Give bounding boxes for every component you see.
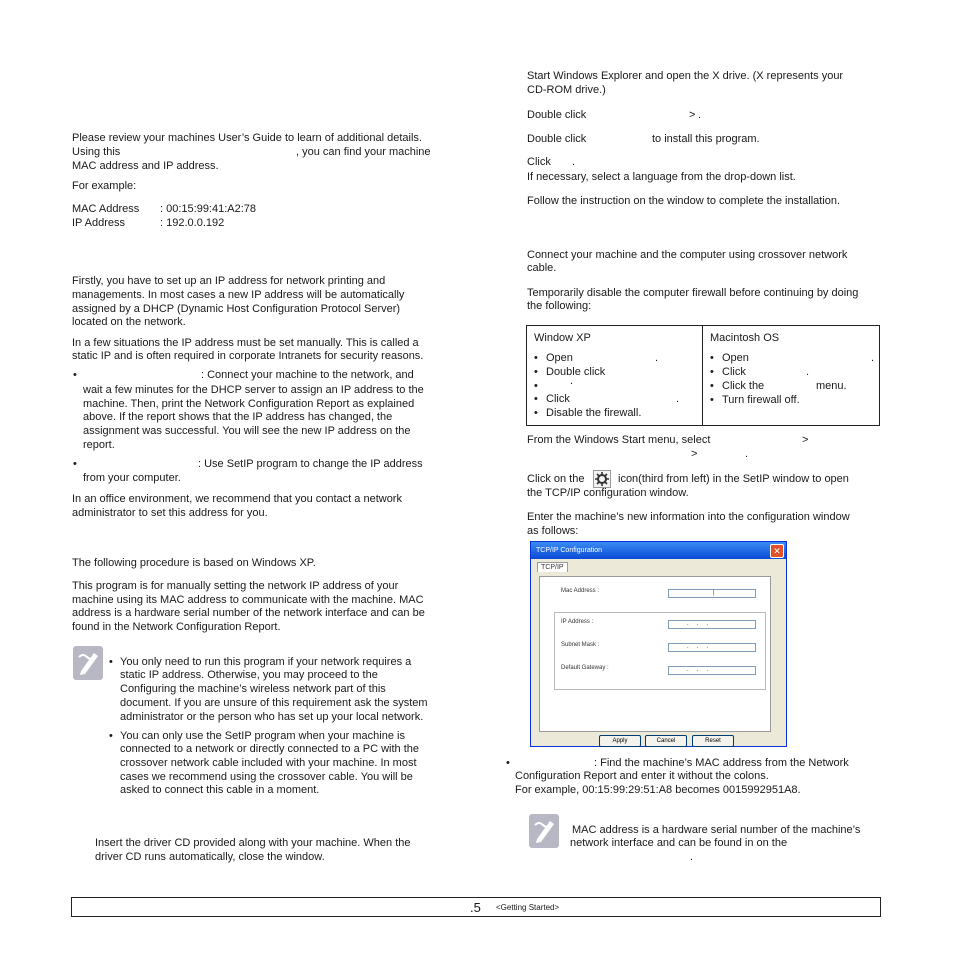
para5-line-3: address is a hardware serial number of the network interface and can be [72, 607, 425, 619]
step3-arrow: > [689, 109, 696, 121]
step10-text-a: Click on the [527, 473, 585, 485]
subnet-mask-field[interactable]: ... [668, 643, 756, 652]
example-ip-label: IP Address [72, 217, 125, 229]
note2-line-2: connected to a network or directly connected to a PC with the [120, 743, 419, 755]
step10-text-b: icon(third from left) in the SetIP window to open [618, 473, 849, 485]
para5-line-1: This program is for manually setting the network IP address of your [72, 580, 399, 592]
note2-line-4: cases we recommend using the crossover cable. You will be [120, 771, 413, 783]
list-item: • Open . [546, 351, 702, 365]
dialog-titlebar [531, 542, 786, 559]
step10-line-2: the TCP/IP configuration window. [527, 487, 689, 499]
list-item: • Turn firewall off. [722, 393, 879, 407]
bullet1-line-1: : Connect your machine to the network, and [201, 369, 414, 381]
list-item: • Click . [546, 392, 702, 406]
ip-address-label: IP Address : [561, 619, 594, 625]
mac-cell [703, 326, 880, 426]
note1-line-3: Configuring the machine’s wireless network part of this [120, 683, 386, 695]
intro-line-1: Please review your machines User’s Guide to learn of additional details. [72, 132, 422, 144]
step9-arrow-2: > [691, 448, 698, 460]
example-ip-value: : 192.0.0.192 [160, 217, 225, 229]
step1-line-1: Insert the driver CD provided along with your machine. When the [95, 837, 411, 849]
bullet-dot: • [109, 656, 113, 668]
bullet-dot: • [73, 458, 77, 470]
reset-button[interactable]: Reset [692, 735, 734, 747]
step8-line-2: the following: [527, 300, 592, 312]
step5-period: . [572, 156, 576, 168]
bullet1-line-4: above. If the report shows that the IP address has changed, the [83, 411, 393, 423]
close-icon[interactable]: ✕ [770, 544, 784, 558]
para5-line-2: machine using its MAC address to communicate with the machine. MAC [72, 594, 424, 606]
note3-line-1: MAC address is a hardware serial number of the machine’s [572, 824, 861, 836]
list-item: • Click the menu. [722, 379, 879, 393]
ip-address-field[interactable]: ... [668, 620, 756, 629]
bullet1-line-5: assignment was successful. You will see the new IP address on the [83, 425, 411, 437]
tab-tcpip[interactable]: TCP/IP [537, 562, 568, 572]
step8-line-1: Temporarily disable the computer firewall before continuing by doing [527, 287, 859, 299]
winxp-list [534, 351, 702, 420]
bullet1-line-3: machine. Then, print the Network Configuration Report as explained [83, 398, 415, 410]
note1-line-4: document. If you are unsure of this requirement ask the system [120, 697, 428, 709]
mac-address-field[interactable]: | [668, 589, 756, 598]
para3-line-1: In an office environment, we recommend that you contact a network [72, 493, 402, 505]
note3-period: . [690, 851, 694, 863]
mac-bullet-line-2: Configuration Report and enter it without the colons. [515, 770, 769, 782]
apply-button[interactable]: Apply [599, 735, 641, 747]
example-mac-label: MAC Address [72, 203, 140, 215]
page-footer [71, 897, 881, 917]
step7-line-1: Connect your machine and the computer using crossover network [527, 249, 848, 261]
step3-text: Double click [527, 109, 587, 121]
note1-line-5: administrator or the person who has set up your local network. [120, 711, 424, 723]
step4-text-a: Double click [527, 133, 587, 145]
step4-text-b: to install this program. [652, 133, 760, 145]
default-gateway-field[interactable]: ... [668, 666, 756, 675]
page-number: .5 [470, 900, 481, 915]
step2-line-1: Start Windows Explorer and open the X drive. (X represents your [527, 70, 844, 82]
note2-line-3: crossover network cable included with your machine. In most [120, 757, 417, 769]
note3-line-2: network interface and can be found in on the [570, 837, 788, 849]
para4: The following procedure is based on Windows XP. [72, 557, 316, 569]
list-item: • Double click [546, 365, 702, 379]
bullet1-line-6: report. [83, 439, 115, 451]
winxp-title: Window XP [534, 332, 591, 344]
intro-line-3: MAC address and IP address. [72, 160, 219, 172]
dialog-panel [539, 576, 771, 732]
tcpip-config-dialog [530, 541, 787, 747]
mac-list [710, 351, 879, 407]
para5-line-4: found in the Network Configuration Report. [72, 621, 281, 633]
step9-period: . [745, 448, 749, 460]
para1-line-4: located on the network. [72, 316, 186, 328]
list-item: • . [546, 379, 702, 393]
tcpip-config-icon [593, 470, 611, 488]
para1-line-3: assigned by a DHCP (Dynamic Host Configuration Protocol Server) [72, 303, 401, 315]
mac-bullet-line-1: : Find the machine’s MAC address from the Network [594, 757, 849, 769]
bullet-dot: • [109, 730, 113, 742]
step2-line-2: CD-ROM drive.) [527, 84, 606, 96]
note-icon [528, 813, 560, 849]
note1-line-2: static IP address. Otherwise, you may proceed to the [120, 669, 378, 681]
intro-line-2b: , you can find your machine [296, 146, 431, 158]
bullet2-line-1: : Use SetIP program to change the IP address [198, 458, 423, 470]
bullet-dot: • [73, 369, 77, 381]
bullet2-line-2: from your computer. [83, 472, 181, 484]
example-mac-value: : 00:15:99:41:A2:78 [160, 203, 257, 215]
footer-section: <Getting Started> [496, 903, 560, 912]
list-item: • Disable the firewall. [546, 406, 702, 420]
step9-text: From the Windows Start menu, select [527, 434, 711, 446]
note1-line-1: You only need to run this program if your network requires a [120, 656, 412, 668]
cancel-button[interactable]: Cancel [645, 735, 687, 747]
list-item: • Open . [722, 351, 879, 365]
para1-line-2: managements. In most cases a new IP address will be automatically [72, 289, 405, 301]
list-item: • Click . [722, 365, 879, 379]
note2-line-1: You can only use the SetIP program when your machine is [120, 730, 405, 742]
mac-address-label: Mac Address : [561, 588, 600, 594]
winxp-cell [527, 326, 703, 426]
para1-line-1: Firstly, you have to set up an IP address for network printing and [72, 275, 386, 287]
default-gateway-label: Default Gateway : [561, 665, 609, 671]
step7-line-2: cable. [527, 262, 557, 274]
dialog-title: TCP/IP Configuration [536, 547, 603, 554]
para2-line-1: In a few situations the IP address must be set manually. This is called a [72, 337, 419, 349]
step5-line-2: If necessary, select a language from the drop-down list. [527, 171, 796, 183]
step5-click: Click [527, 156, 551, 168]
note2-line-5: asked to connect this cable in a moment. [120, 784, 320, 796]
note-icon [72, 645, 104, 681]
subnet-mask-label: Subnet Mask : [561, 642, 600, 648]
bullet-dot: • [506, 757, 510, 769]
para3-line-2: administrator to set this address for you. [72, 507, 268, 519]
example-label: For example: [72, 180, 137, 192]
mac-bullet-line-3: For example, 00:15:99:29:51:A8 becomes 0015992951A8. [515, 784, 801, 796]
step3-period: . [698, 109, 702, 121]
step9-arrow-1: > [802, 434, 809, 446]
mac-title: Macintosh OS [710, 332, 780, 344]
firewall-table [526, 325, 880, 426]
bullet1-line-2: wait a few minutes for the DHCP server to assign an IP address to the [83, 384, 424, 396]
step6: Follow the instruction on the window to complete the installation. [527, 195, 841, 207]
para2-line-2: static IP and is often required in corporate Intranets for security reasons. [72, 350, 424, 362]
step11-line-1: Enter the machine’s new information into the configuration window [527, 511, 850, 523]
step11-line-2: as follows: [527, 525, 579, 537]
step1-line-2: driver CD runs automatically, close the window. [95, 851, 325, 863]
intro-line-2a: Using this [72, 146, 121, 158]
